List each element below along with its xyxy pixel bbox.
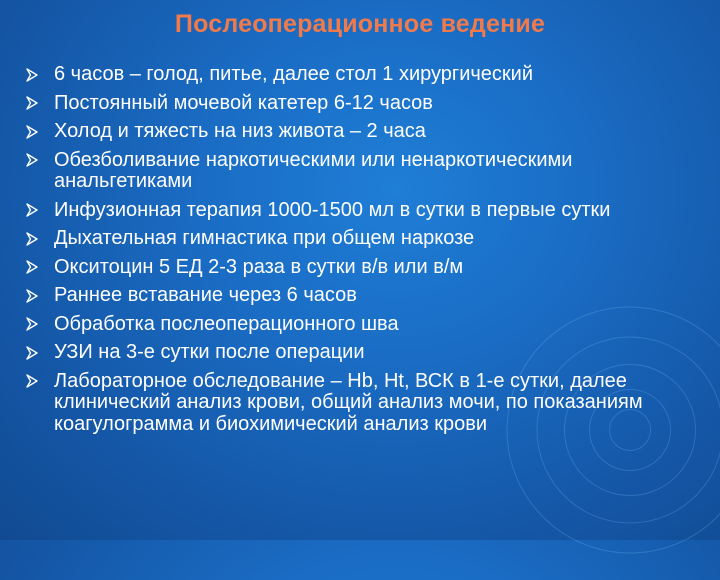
list-item: [26, 200, 716, 222]
list-item: [26, 64, 716, 86]
list-item: [26, 121, 716, 143]
list-item-text: Постоянный мочевой катетер 6-12 часов: [54, 91, 433, 114]
arrow-bullet-icon: [26, 228, 54, 249]
list-item-text: Обезболивание наркотическими или ненаркотическими анальгетиками: [54, 148, 573, 192]
list-item: [26, 314, 716, 336]
bullet-list: [26, 64, 716, 442]
list-item: [26, 228, 716, 250]
arrow-bullet-icon: [26, 121, 54, 142]
arrow-bullet-icon: [26, 64, 54, 85]
list-item: [26, 371, 716, 436]
list-item-text: 6 часов – голод, питье, далее стол 1 хирургический: [54, 63, 534, 85]
arrow-bullet-icon: [26, 257, 54, 278]
list-item: [26, 150, 716, 193]
list-item-text: Дыхательная гимнастика при общем наркозе: [54, 227, 475, 249]
arrow-bullet-icon: [26, 93, 54, 114]
list-item-text: Лабораторное обследование – Hb, Ht, ВСК в 1-е сутки, далее клинический анализ крови, общий анализ мочи, по показаниям коагулограмма и биохимический анализ крови: [54, 369, 643, 435]
arrow-bullet-icon: [26, 342, 54, 363]
list-item: [26, 342, 716, 364]
slide-title: Послеоперационное ведение: [174, 10, 546, 38]
list-item: [26, 285, 716, 307]
list-item-text: Раннее вставание через 6 часов: [54, 284, 357, 306]
list-item-text: Холод и тяжесть на низ живота – 2 часа: [54, 120, 426, 142]
arrow-bullet-icon: [26, 285, 54, 306]
arrow-bullet-icon: [26, 314, 54, 335]
arrow-bullet-icon: [26, 200, 54, 221]
list-item-text: Инфузионная терапия 1000-1500 мл в сутки в первые сутки: [54, 198, 611, 221]
list-item-text: Обработка послеоперационного шва: [54, 312, 399, 335]
arrow-bullet-icon: [26, 150, 54, 171]
list-item: [26, 257, 716, 279]
arrow-bullet-icon: [26, 371, 54, 392]
list-item-text: Окситоцин 5 ЕД 2-3 раза в сутки в/в или в/м: [54, 255, 464, 278]
list-item: [26, 93, 716, 115]
list-item-text: УЗИ на 3-е сутки после операции: [54, 341, 365, 363]
